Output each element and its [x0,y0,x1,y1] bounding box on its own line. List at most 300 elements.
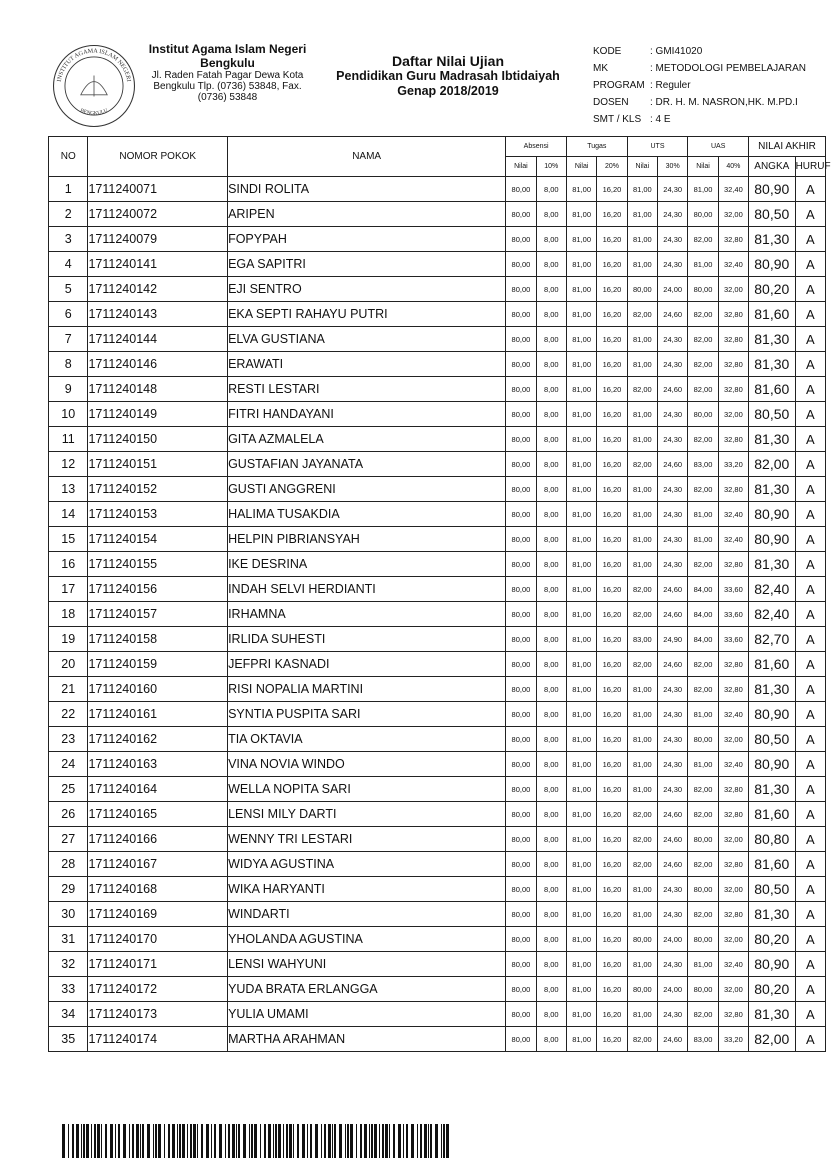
uts-nilai: 81,00 [627,227,657,252]
grades-table [48,136,831,1052]
absensi-weighted: 8,00 [536,802,566,827]
student-id: 1711240157 [88,602,228,627]
final-score: 81,30 [749,902,796,927]
student-name: WIKA HARYANTI [228,877,506,902]
barcode-bar [371,1124,373,1158]
student-id: 1711240173 [88,1002,228,1027]
tugas-weighted: 16,20 [597,527,627,552]
absensi-nilai: 80,00 [506,552,536,577]
student-id: 1711240152 [88,477,228,502]
uts-nilai: 81,00 [627,502,657,527]
student-id: 1711240142 [88,277,228,302]
uts-nilai: 81,00 [627,477,657,502]
final-grade: A [795,927,825,952]
barcode-bar [275,1124,277,1158]
final-grade: A [795,527,825,552]
final-score: 81,60 [749,652,796,677]
absensi-nilai: 80,00 [506,427,536,452]
table-row [49,302,826,327]
table-row [49,777,826,802]
institution-city: Bengkulu [200,56,255,70]
tugas-weighted: 16,20 [597,827,627,852]
tugas-weighted: 16,20 [597,227,627,252]
barcode-bar [268,1124,271,1158]
final-grade: A [795,377,825,402]
absensi-nilai: 80,00 [506,777,536,802]
table-row [49,927,826,952]
barcode-bar [214,1124,216,1158]
barcode-icon [62,1124,452,1158]
tugas-nilai: 81,00 [566,602,596,627]
student-id: 1711240159 [88,652,228,677]
table-row [49,427,826,452]
barcode-bar [406,1124,408,1158]
course-meta [593,43,806,128]
uts-weighted: 24,00 [658,927,688,952]
uas-weighted: 32,00 [718,727,748,752]
absensi-weighted: 8,00 [536,752,566,777]
student-name: EKA SEPTI RAHAYU PUTRI [228,302,506,327]
barcode-bar [228,1124,230,1158]
uas-weighted: 32,00 [718,927,748,952]
row-number: 24 [49,752,88,777]
final-score: 82,00 [749,452,796,477]
final-grade: A [795,802,825,827]
absensi-nilai: 80,00 [506,952,536,977]
uts-weighted: 24,30 [658,677,688,702]
uts-nilai: 81,00 [627,327,657,352]
barcode-bar [356,1124,357,1158]
final-score: 82,40 [749,577,796,602]
table-row [49,227,826,252]
absensi-nilai: 80,00 [506,652,536,677]
barcode-bar [232,1124,235,1158]
final-grade: A [795,477,825,502]
final-grade: A [795,627,825,652]
absensi-weighted: 8,00 [536,652,566,677]
barcode-bar [158,1124,161,1158]
barcode-bar [350,1124,353,1158]
student-name: TIA OKTAVIA [228,727,506,752]
address-line-1: Jl. Raden Fatah Pagar Dewa Kota [151,70,304,81]
absensi-weighted: 8,00 [536,1002,566,1027]
tugas-weighted: 16,20 [597,777,627,802]
absensi-weighted: 8,00 [536,852,566,877]
meta-row-kode: KODE : GMI41020 [593,46,703,57]
table-row [49,502,826,527]
uas-weighted: 32,80 [718,377,748,402]
final-score: 80,90 [749,752,796,777]
absensi-nilai: 80,00 [506,377,536,402]
final-grade: A [795,877,825,902]
address-line-2: Bengkulu Tlp. (0736) 53848, Fax. [153,81,302,92]
final-score: 81,30 [749,227,796,252]
student-id: 1711240153 [88,502,228,527]
barcode-bar [76,1124,79,1158]
absensi-weighted: 8,00 [536,902,566,927]
uas-weighted: 32,80 [718,327,748,352]
final-grade: A [795,402,825,427]
uts-weighted: 24,60 [658,452,688,477]
absensi-nilai: 80,00 [506,577,536,602]
tugas-weighted: 16,20 [597,952,627,977]
barcode-bar [403,1124,404,1158]
student-name: WIDYA AGUSTINA [228,852,506,877]
row-number: 29 [49,877,88,902]
tugas-weighted: 16,20 [597,552,627,577]
final-grade: A [795,277,825,302]
uts-nilai: 81,00 [627,402,657,427]
student-name: FITRI HANDAYANI [228,402,506,427]
uas-weighted: 33,20 [718,1027,748,1052]
final-score: 81,30 [749,777,796,802]
tugas-weighted: 16,20 [597,1027,627,1052]
uts-weighted: 24,60 [658,577,688,602]
absensi-nilai: 80,00 [506,277,536,302]
barcode-bar [197,1124,198,1158]
absensi-nilai: 80,00 [506,727,536,752]
final-score: 81,30 [749,552,796,577]
student-id: 1711240154 [88,527,228,552]
final-score: 80,20 [749,927,796,952]
student-name: SYNTIA PUSPITA SARI [228,702,506,727]
student-name: GUSTI ANGGRENI [228,477,506,502]
uts-nilai: 81,00 [627,702,657,727]
uts-weighted: 24,60 [658,827,688,852]
col-absensi: Absensi [506,137,567,157]
table-row [49,202,826,227]
student-id: 1711240162 [88,727,228,752]
seal-top-text: INSTITUT AGAMA ISLAM NEGERI [56,48,132,83]
table-row [49,802,826,827]
table-row [49,677,826,702]
tugas-nilai: 81,00 [566,202,596,227]
uts-nilai: 81,00 [627,527,657,552]
student-id: 1711240151 [88,452,228,477]
row-number: 5 [49,277,88,302]
row-number: 33 [49,977,88,1002]
student-name: IRLIDA SUHESTI [228,627,506,652]
tugas-weighted: 16,20 [597,752,627,777]
student-id: 1711240148 [88,377,228,402]
final-score: 80,20 [749,277,796,302]
student-name: RESTI LESTARI [228,377,506,402]
final-grade: A [795,252,825,277]
student-id: 1711240079 [88,227,228,252]
final-grade: A [795,1027,825,1052]
absensi-nilai: 80,00 [506,677,536,702]
student-name: MARTHA ARAHMAN [228,1027,506,1052]
uas-weighted: 32,80 [718,902,748,927]
uas-weighted: 32,00 [718,877,748,902]
row-number: 4 [49,252,88,277]
tugas-nilai: 81,00 [566,877,596,902]
col-huruf: HURUF [795,157,825,177]
tugas-weighted: 16,20 [597,202,627,227]
row-number: 14 [49,502,88,527]
uas-nilai: 82,00 [688,352,718,377]
uts-nilai: 82,00 [627,852,657,877]
table-row [49,1002,826,1027]
tugas-nilai: 81,00 [566,902,596,927]
barcode-bar [187,1124,188,1158]
tugas-weighted: 16,20 [597,302,627,327]
student-name: HALIMA TUSAKDIA [228,502,506,527]
final-score: 80,90 [749,177,796,202]
absensi-weighted: 8,00 [536,552,566,577]
barcode-bar [315,1124,318,1158]
uas-nilai: 82,00 [688,227,718,252]
uts-nilai: 82,00 [627,452,657,477]
absensi-weighted: 8,00 [536,952,566,977]
absensi-weighted: 8,00 [536,602,566,627]
uas-nilai: 80,00 [688,202,718,227]
tugas-weighted: 16,20 [597,677,627,702]
row-number: 28 [49,852,88,877]
row-number: 2 [49,202,88,227]
tugas-weighted: 16,20 [597,402,627,427]
absensi-weighted: 8,00 [536,327,566,352]
final-grade: A [795,552,825,577]
final-grade: A [795,202,825,227]
uas-weighted: 32,40 [718,252,748,277]
row-number: 3 [49,227,88,252]
absensi-weighted: 8,00 [536,227,566,252]
barcode-bar [243,1124,246,1158]
final-grade: A [795,577,825,602]
student-id: 1711240143 [88,302,228,327]
table-row [49,352,826,377]
student-id: 1711240166 [88,827,228,852]
uts-nilai: 80,00 [627,927,657,952]
row-number: 23 [49,727,88,752]
absensi-nilai: 80,00 [506,402,536,427]
final-grade: A [795,1002,825,1027]
tugas-weighted: 16,20 [597,702,627,727]
uas-nilai: 82,00 [688,377,718,402]
semester-label: Genap 2018/2019 [397,84,499,98]
tugas-weighted: 16,20 [597,902,627,927]
barcode-bar [332,1124,333,1158]
uas-nilai: 80,00 [688,977,718,1002]
uas-weighted: 32,80 [718,1002,748,1027]
barcode-bar [307,1124,308,1158]
uas-nilai: 81,00 [688,527,718,552]
uts-weighted: 24,00 [658,977,688,1002]
absensi-weighted: 8,00 [536,577,566,602]
barcode-bar [238,1124,240,1158]
absensi-nilai: 80,00 [506,227,536,252]
student-name: WELLA NOPITA SARI [228,777,506,802]
tugas-weighted: 16,20 [597,477,627,502]
final-grade: A [795,227,825,252]
barcode-bar [72,1124,74,1158]
uts-nilai: 81,00 [627,902,657,927]
uas-weighted: 32,40 [718,952,748,977]
barcode-bar [278,1124,281,1158]
student-name: HELPIN PIBRIANSYAH [228,527,506,552]
table-row [49,902,826,927]
uas-weighted: 32,80 [718,302,748,327]
row-number: 27 [49,827,88,852]
uts-weighted: 24,30 [658,752,688,777]
col-tugas-nilai: Nilai [566,157,596,177]
student-name: YHOLANDA AGUSTINA [228,927,506,952]
final-score: 82,40 [749,602,796,627]
barcode-bar [398,1124,401,1158]
tugas-weighted: 16,20 [597,502,627,527]
uts-nilai: 80,00 [627,277,657,302]
tugas-nilai: 81,00 [566,752,596,777]
absensi-weighted: 8,00 [536,877,566,902]
table-row [49,952,826,977]
row-number: 20 [49,652,88,677]
col-uas-pct: 40% [718,157,748,177]
uts-nilai: 82,00 [627,1027,657,1052]
student-name: JEFPRI KASNADI [228,652,506,677]
row-number: 9 [49,377,88,402]
absensi-weighted: 8,00 [536,677,566,702]
final-grade: A [795,602,825,627]
student-id: 1711240160 [88,677,228,702]
tugas-weighted: 16,20 [597,277,627,302]
uts-nilai: 81,00 [627,427,657,452]
col-tugas: Tugas [566,137,627,157]
table-row [49,652,826,677]
barcode-bar [153,1124,154,1158]
uas-weighted: 32,00 [718,202,748,227]
student-name: ELVA GUSTIANA [228,327,506,352]
col-nama: NAMA [228,137,506,177]
final-score: 80,50 [749,877,796,902]
final-score: 80,80 [749,827,796,852]
barcode-bar [424,1124,427,1158]
table-row [49,752,826,777]
student-name: LENSI MILY DARTI [228,802,506,827]
absensi-weighted: 8,00 [536,352,566,377]
barcode-bar [443,1124,445,1158]
tugas-nilai: 81,00 [566,452,596,477]
final-score: 81,30 [749,1002,796,1027]
table-row [49,977,826,1002]
absensi-nilai: 80,00 [506,477,536,502]
uts-weighted: 24,30 [658,202,688,227]
student-id: 1711240158 [88,627,228,652]
student-name: ARIPEN [228,202,506,227]
uts-nilai: 81,00 [627,677,657,702]
tugas-nilai: 81,00 [566,552,596,577]
absensi-nilai: 80,00 [506,977,536,1002]
uts-nilai: 82,00 [627,302,657,327]
barcode-bar [251,1124,253,1158]
uas-nilai: 80,00 [688,402,718,427]
uas-weighted: 32,40 [718,752,748,777]
uts-nilai: 81,00 [627,877,657,902]
uas-weighted: 32,80 [718,852,748,877]
student-name: LENSI WAHYUNI [228,952,506,977]
student-id: 1711240141 [88,252,228,277]
uts-nilai: 80,00 [627,977,657,1002]
program-name: Pendidikan Guru Madrasah Ibtidaiyah [336,69,560,83]
row-number: 12 [49,452,88,477]
uts-nilai: 81,00 [627,1002,657,1027]
barcode-bar [345,1124,346,1158]
barcode-bar [286,1124,288,1158]
uts-nilai: 81,00 [627,552,657,577]
final-score: 80,90 [749,952,796,977]
absensi-nilai: 80,00 [506,877,536,902]
absensi-nilai: 80,00 [506,527,536,552]
uts-weighted: 24,30 [658,777,688,802]
uts-weighted: 24,60 [658,852,688,877]
tugas-weighted: 16,20 [597,352,627,377]
uas-nilai: 81,00 [688,177,718,202]
tugas-nilai: 81,00 [566,627,596,652]
meta-row-kelas: SMT / KLS : 4 E [593,114,671,125]
seal-bottom-text: BENGKULU [79,107,109,117]
col-uas-nilai: Nilai [688,157,718,177]
tugas-weighted: 16,20 [597,427,627,452]
final-grade: A [795,327,825,352]
absensi-nilai: 80,00 [506,1002,536,1027]
absensi-nilai: 80,00 [506,602,536,627]
barcode-bar [347,1124,349,1158]
barcode-bar [249,1124,250,1158]
table-row [49,577,826,602]
uts-nilai: 83,00 [627,627,657,652]
student-name: SINDI ROLITA [228,177,506,202]
document-header [0,0,826,135]
row-number: 8 [49,352,88,377]
barcode-bar [172,1124,175,1158]
tugas-weighted: 16,20 [597,1002,627,1027]
final-score: 80,50 [749,202,796,227]
row-number: 11 [49,427,88,452]
absensi-weighted: 8,00 [536,427,566,452]
absensi-nilai: 80,00 [506,252,536,277]
final-grade: A [795,952,825,977]
student-name: EJI SENTRO [228,277,506,302]
tugas-weighted: 16,20 [597,377,627,402]
uas-nilai: 82,00 [688,327,718,352]
uas-weighted: 32,80 [718,477,748,502]
student-id: 1711240071 [88,177,228,202]
final-score: 80,50 [749,727,796,752]
tugas-nilai: 81,00 [566,177,596,202]
tugas-nilai: 81,00 [566,652,596,677]
row-number: 18 [49,602,88,627]
absensi-weighted: 8,00 [536,777,566,802]
uts-weighted: 24,30 [658,427,688,452]
barcode-bar [168,1124,170,1158]
barcode-bar [446,1124,449,1158]
final-score: 81,60 [749,302,796,327]
barcode-bar [97,1124,100,1158]
barcode-bar [310,1124,312,1158]
barcode-bar [302,1124,305,1158]
uas-weighted: 32,00 [718,827,748,852]
barcode-bar [389,1124,390,1158]
uts-weighted: 24,30 [658,352,688,377]
barcode-bar [297,1124,299,1158]
uas-nilai: 82,00 [688,552,718,577]
col-uts-nilai: Nilai [627,157,657,177]
uts-nilai: 81,00 [627,202,657,227]
absensi-nilai: 80,00 [506,702,536,727]
uts-weighted: 24,30 [658,902,688,927]
uas-nilai: 82,00 [688,652,718,677]
student-id: 1711240144 [88,327,228,352]
